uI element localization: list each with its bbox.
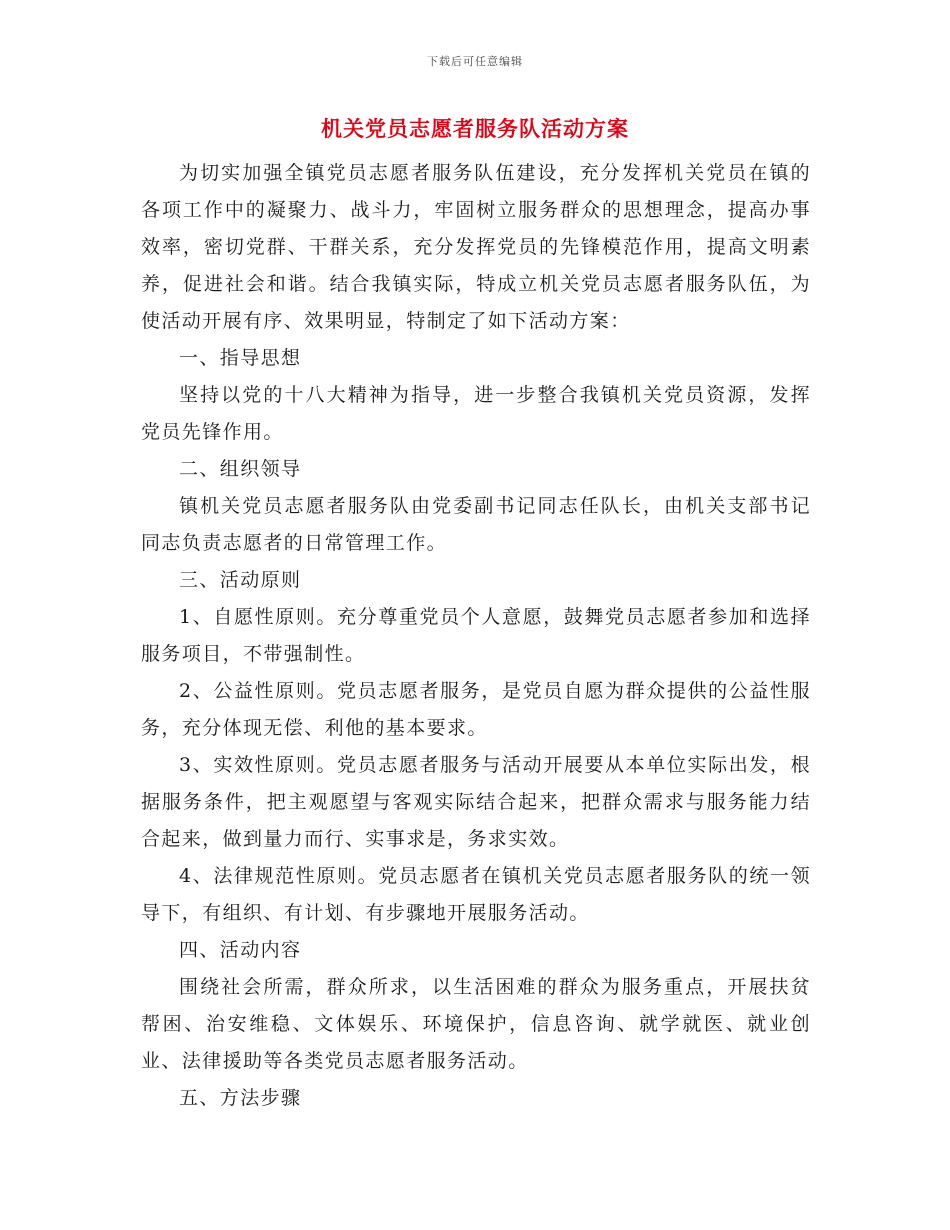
header-note: 下载后可任意编辑 (427, 55, 523, 68)
content-paragraph: 围绕社会所需，群众所求，以生活困难的群众为服务重点，开展扶贫帮困、治安维稳、文体娱乐、环境保护，信息咨询、就学就医、就业创业、法律援助等各类党员志愿者服务活动。 (141, 976, 811, 1072)
principle-effectiveness-paragraph: 3、实效性原则。党员志愿者服务与活动开展要从本单位实际出发，根据服务条件，把主观愿望与客观实际结合起来，把群众需求与服务能力结合起来，做到量力而行、实事求是，务求实效。 (141, 754, 811, 850)
principle-public-welfare-paragraph: 2、公益性原则。党员志愿者服务，是党员自愿为群众提供的公益性服务，充分体现无偿、利他的基本要求。 (141, 680, 811, 739)
guiding-ideology-paragraph: 坚持以党的十八大精神为指导，进一步整合我镇机关党员资源，发挥党员先锋作用。 (141, 384, 811, 443)
document-body (141, 155, 811, 1117)
intro-paragraph: 为切实加强全镇党员志愿者服务队伍建设，充分发挥机关党员在镇的各项工作中的凝聚力、战斗力，牢固树立服务群众的思想理念，提高办事效率，密切党群、干群关系，充分发挥党员的先锋模范作用，提高文明素养，促进社会和谐。结合我镇实际，特成立机关党员志愿者服务队伍，为使活动开展有序、效果明显，特制定了如下活动方案： (141, 162, 811, 332)
document-title: 机关党员志愿者服务队活动方案 (321, 116, 629, 141)
principle-legal-paragraph: 4、法律规范性原则。党员志愿者在镇机关党员志愿者服务队的统一领导下，有组织、有计划、有步骤地开展服务活动。 (141, 865, 811, 924)
principle-voluntary-paragraph: 1、自愿性原则。充分尊重党员个人意愿，鼓舞党员志愿者参加和选择服务项目，不带强制性。 (141, 606, 811, 665)
section-heading-steps: 五、方法步骤 (179, 1087, 302, 1109)
organization-paragraph: 镇机关党员志愿者服务队由党委副书记同志任队长，由机关支部书记同志负责志愿者的日常管理工作。 (141, 495, 811, 554)
section-heading-guiding-ideology: 一、指导思想 (179, 347, 302, 369)
section-heading-content: 四、活动内容 (179, 939, 302, 961)
section-heading-principles: 三、活动原则 (179, 569, 302, 591)
section-heading-organization: 二、组织领导 (179, 458, 302, 480)
